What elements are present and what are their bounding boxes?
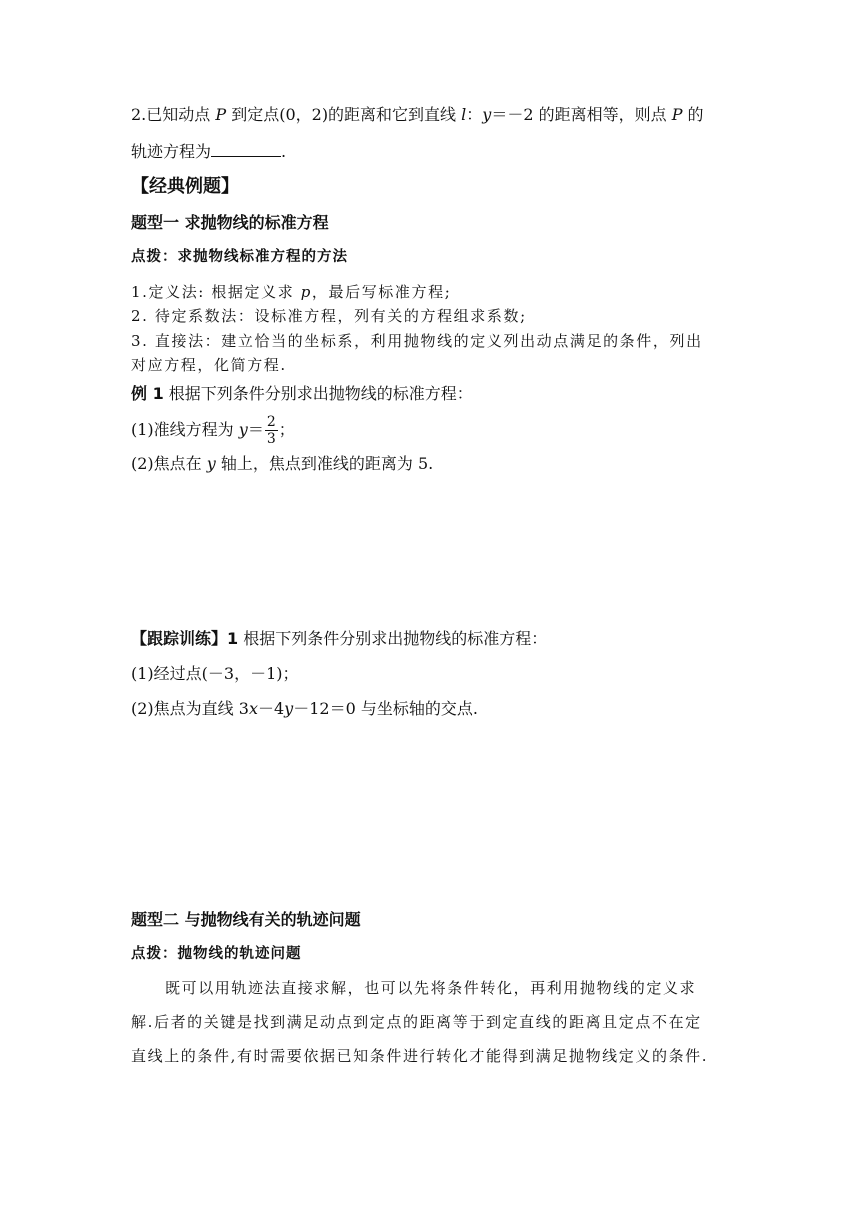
practice-1-label: 【跟踪训练】1 <box>131 629 239 648</box>
example-1-label: 例 1 <box>131 384 164 403</box>
fraction-two-thirds: $\frac{2}{3}$ <box>266 414 276 447</box>
question-2-line-2: 轨迹方程为 . <box>131 142 287 161</box>
practice-1-part-1: (1)经过点(－3，－1)； <box>131 664 299 683</box>
question-2-line-1: 2.已知动点 P 到定点(0，2)的距离和它到直线 l：y＝－2 的距离相等，则点 P 的 <box>131 105 704 124</box>
method-1: 1.定义法: 根据定义求 p，最后写标准方程; <box>131 283 452 301</box>
type-1-tip: 点拨：求抛物线标准方程的方法 <box>131 249 348 265</box>
type-2-title: 题型二 与抛物线有关的轨迹问题 <box>131 910 361 929</box>
example-1-part-2: (2)焦点在 y 轴上，焦点到准线的距离为 5. <box>131 454 434 473</box>
practice-1-stem: 【跟踪训练】1 根据下列条件分别求出抛物线的标准方程： <box>131 629 548 648</box>
type-2-tip: 点拨：抛物线的轨迹问题 <box>131 946 302 962</box>
section-title: 【经典例题】 <box>131 176 239 197</box>
type-2-paragraph-line-2: 解.后者的关键是找到满足动点到定点的距离等于到定直线的距离且定点不在定 <box>131 1013 702 1031</box>
answer-blank <box>211 142 281 157</box>
practice-1-part-2: (2)焦点为直线 3x－4y－12＝0 与坐标轴的交点. <box>131 699 478 718</box>
example-1-part-1: (1)准线方程为 y＝ $\frac{2}{3}$ ； <box>131 414 295 447</box>
example-1-stem: 例 1 根据下列条件分别求出抛物线的标准方程： <box>131 384 473 403</box>
method-3-line-1: 3. 直接法：建立恰当的坐标系，利用抛物线的定义列出动点满足的条件，列出 <box>131 332 703 350</box>
type-2-paragraph-line-3: 直线上的条件,有时需要依据已知条件进行转化才能得到满足抛物线定义的条件. <box>131 1047 709 1065</box>
method-2: 2. 待定系数法：设标准方程，列有关的方程组求系数; <box>131 307 527 325</box>
type-1-title: 题型一 求抛物线的标准方程 <box>131 213 329 232</box>
method-3-line-2: 对应方程，化简方程. <box>131 356 287 374</box>
type-2-paragraph-line-1: 既可以用轨迹法直接求解，也可以先将条件转化，再利用抛物线的定义求 <box>165 979 697 997</box>
